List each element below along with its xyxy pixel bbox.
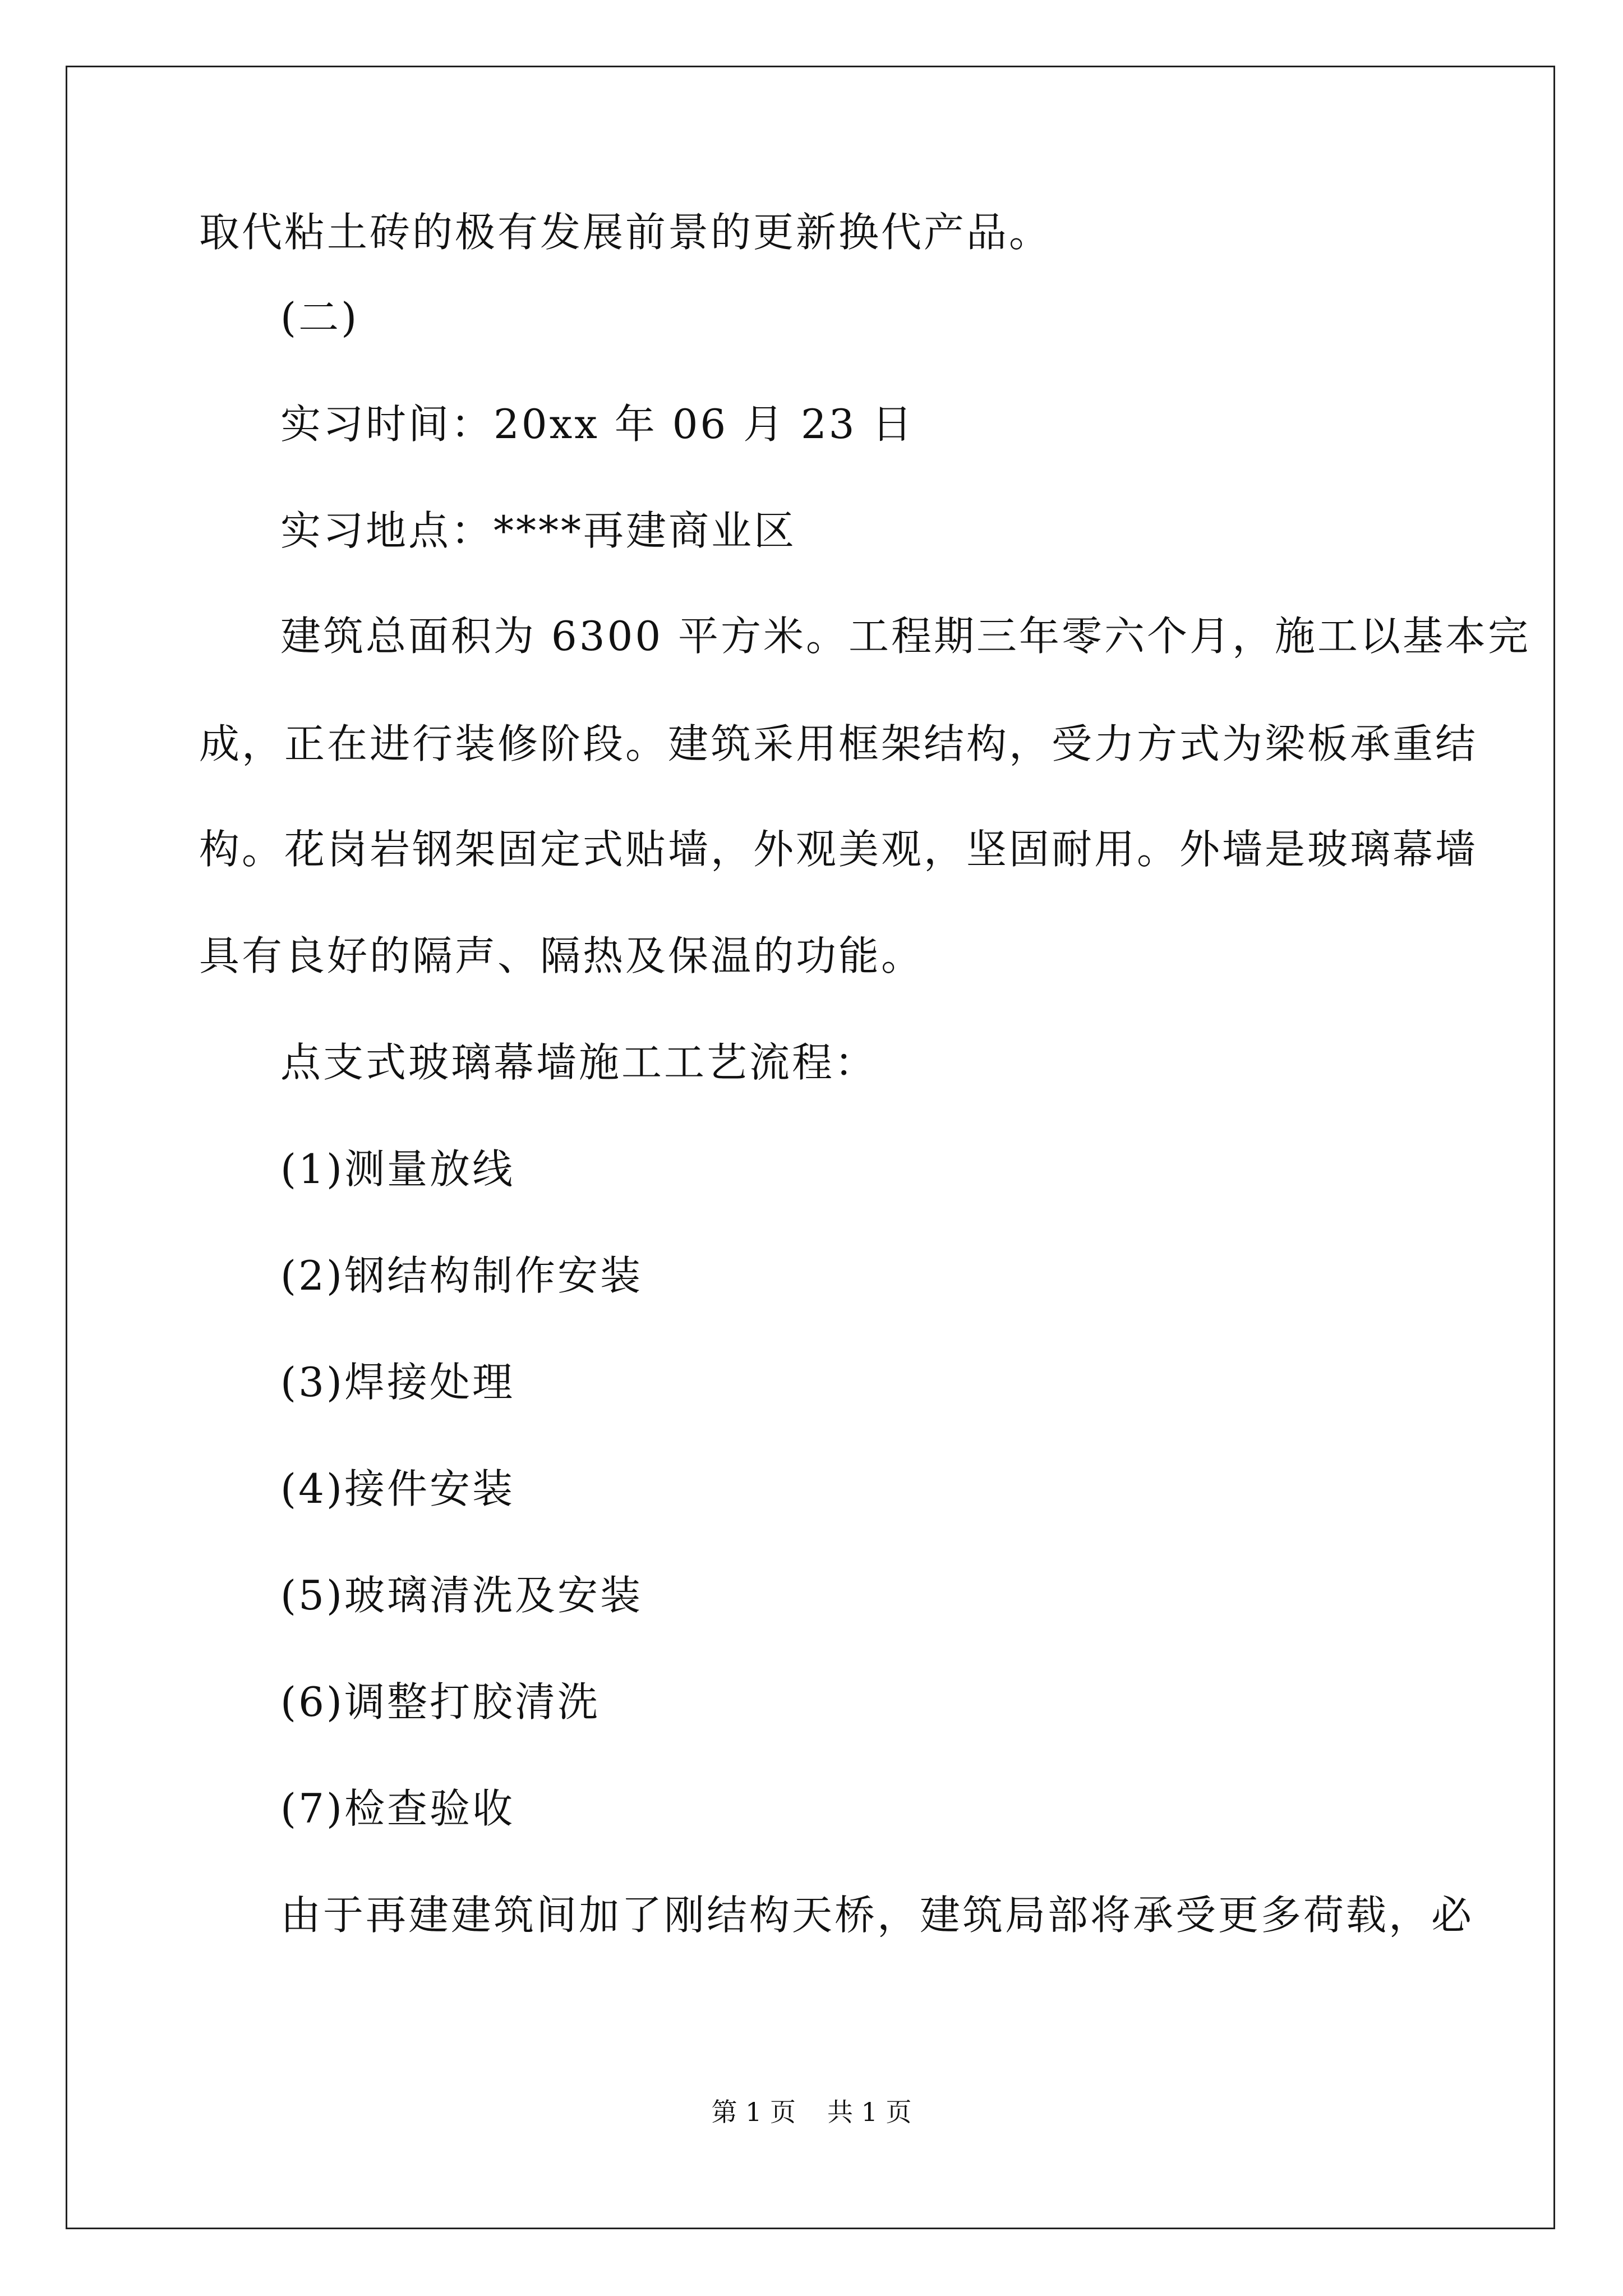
paragraph-line-4: 具有良好的隔声、隔热及保温的功能。 (199, 932, 924, 979)
internship-location: 实习地点：****再建商业区 (280, 507, 797, 554)
page-total: 共 1 页 (827, 2097, 912, 2127)
paragraph-line-2: 成，正在进行装修阶段。建筑采用框架结构，受力方式为梁板承重结 (199, 720, 1478, 767)
process-step-2: (2)钢结构制作安装 (280, 1252, 643, 1299)
process-step-4: (4)接件安装 (280, 1465, 515, 1512)
paragraph-line-3: 构。花岗岩钢架固定式贴墙，外观美观，坚固耐用。外墙是玻璃幕墙 (199, 826, 1478, 873)
internship-time: 实习时间：20xx 年 06 月 23 日 (280, 401, 915, 448)
process-step-7: (7)检查验收 (280, 1785, 515, 1832)
section-heading: (二) (280, 294, 359, 341)
process-step-1: (1)测量放线 (280, 1145, 515, 1193)
paragraph-last-line: 由于再建建筑间加了刚结构天桥，建筑局部将承受更多荷载，必 (280, 1892, 1474, 1939)
page-footer (0, 2099, 1623, 2125)
body-line-1: 取代粘土砖的极有发展前景的更新换代产品。 (199, 209, 1052, 256)
process-step-3: (3)焊接处理 (280, 1359, 515, 1406)
process-step-6: (6)调整打胶清洗 (280, 1678, 600, 1726)
process-heading: 点支式玻璃幕墙施工工艺流程： (280, 1039, 878, 1086)
page-number: 第 1 页 (711, 2097, 796, 2127)
paragraph-line-1: 建筑总面积为 6300 平方米。工程期三年零六个月，施工以基本完 (280, 613, 1531, 660)
process-step-5: (5)玻璃清洗及安装 (280, 1572, 643, 1619)
